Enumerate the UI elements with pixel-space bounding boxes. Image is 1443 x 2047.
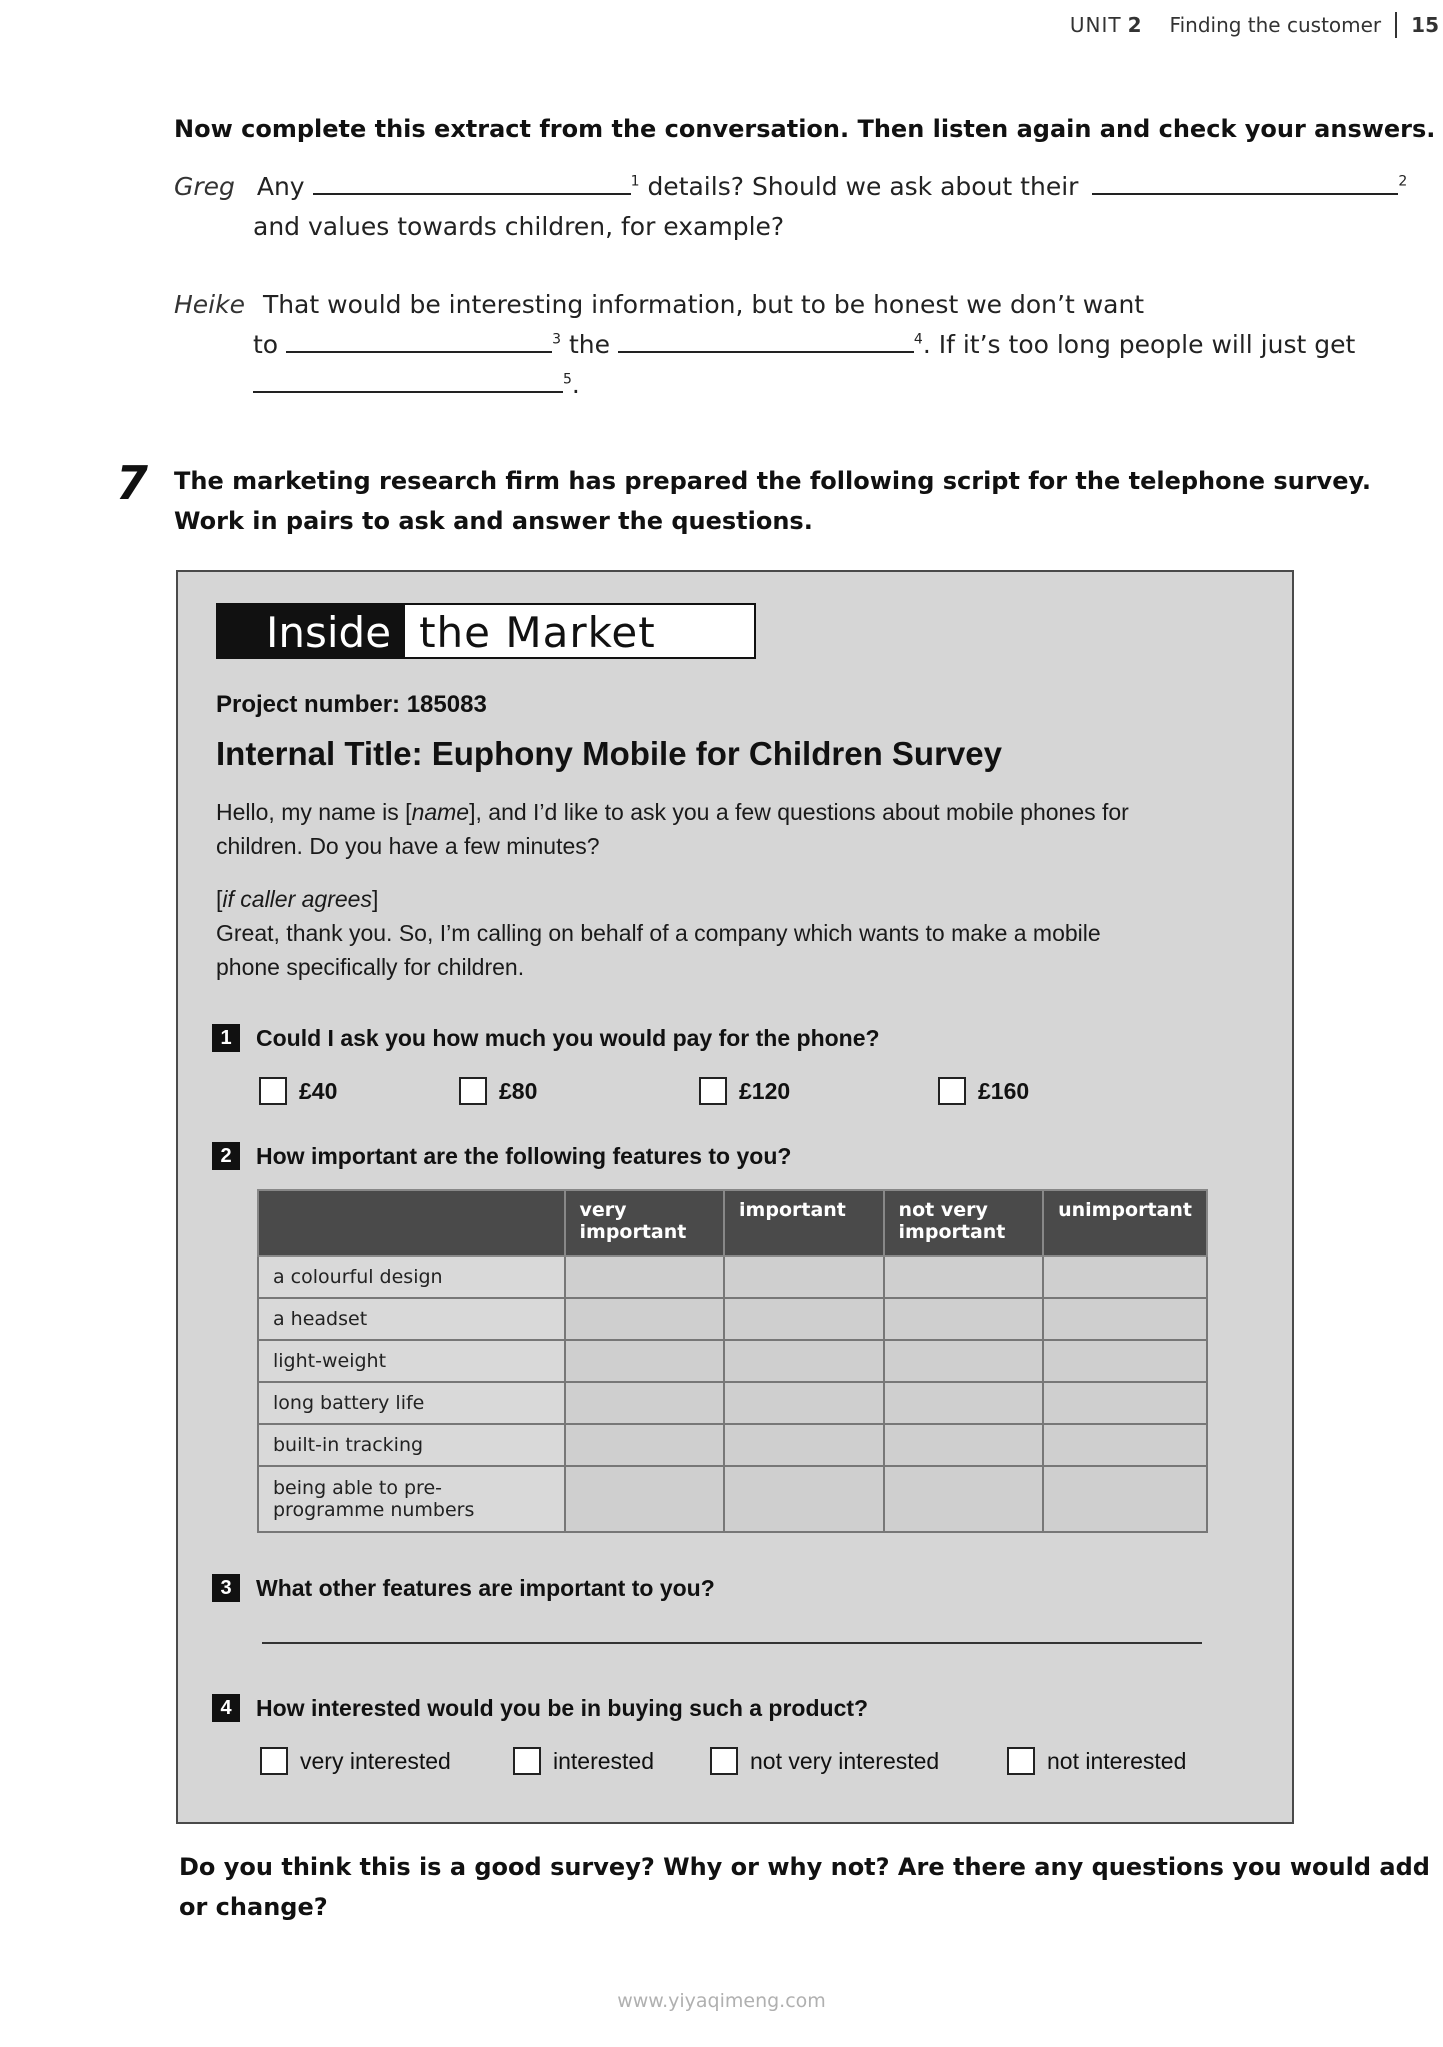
dialogue-heike-line2: to $^3$ the $^4$. If it’s too long people will just get <box>253 330 1356 359</box>
checkbox[interactable] <box>459 1077 487 1105</box>
rating-cell[interactable] <box>724 1424 884 1466</box>
question-2 <box>212 1142 791 1170</box>
speaker-heike: Heike <box>174 290 245 319</box>
rating-cell[interactable] <box>1043 1424 1207 1466</box>
running-header <box>1070 12 1439 38</box>
rating-cell[interactable] <box>884 1256 1044 1298</box>
question-text: What other features are important to you? <box>256 1574 715 1601</box>
rating-cell[interactable] <box>565 1256 725 1298</box>
rating-cell[interactable] <box>884 1382 1044 1424</box>
followup-question: Do you think this is a good survey? Why or why not? Are there any questions you would add or change? <box>179 1853 1430 1921</box>
rating-cell[interactable] <box>565 1340 725 1382</box>
price-option-120[interactable]: £120 <box>699 1077 790 1105</box>
interest-option-not-interested[interactable]: not interested <box>1007 1747 1186 1775</box>
exercise7-instruction-line2: Work in pairs to ask and answer the questions. <box>174 507 813 535</box>
rating-cell[interactable] <box>1043 1466 1207 1532</box>
exercise7-instruction-line1: The marketing research firm has prepared the following script for the telephone survey. <box>174 467 1372 495</box>
rating-cell[interactable] <box>1043 1256 1207 1298</box>
dialogue-heike-line3: $^5$. <box>253 370 580 399</box>
question-text: Could I ask you how much you would pay for the phone? <box>256 1024 880 1051</box>
question-4 <box>212 1694 868 1722</box>
rating-cell[interactable] <box>884 1466 1044 1532</box>
rating-cell[interactable] <box>565 1382 725 1424</box>
answer-blank-2[interactable] <box>1092 192 1398 195</box>
checkbox[interactable] <box>938 1077 966 1105</box>
column-header: unimportant <box>1043 1190 1207 1256</box>
exercise-number: 7 <box>116 456 149 510</box>
feature-label: built-in tracking <box>258 1424 565 1466</box>
question-number: 4 <box>212 1694 240 1722</box>
unit-number: 2 <box>1127 13 1142 37</box>
question-1 <box>212 1024 880 1052</box>
feature-label: long battery life <box>258 1382 565 1424</box>
rating-cell[interactable] <box>1043 1298 1207 1340</box>
checkbox[interactable] <box>259 1077 287 1105</box>
interest-option-interested[interactable]: interested <box>513 1747 654 1775</box>
checkbox[interactable] <box>710 1747 738 1775</box>
logo-dark-part: Inside <box>218 605 405 657</box>
rating-cell[interactable] <box>884 1424 1044 1466</box>
interest-option-very-interested[interactable]: very interested <box>260 1747 451 1775</box>
caller-agrees-paragraph: [if caller agrees] Great, thank you. So, I’m calling on behalf of a company which wants to make a mobile phone specifically for children. <box>216 882 1156 984</box>
question-text: How interested would you be in buying such a product? <box>256 1694 869 1721</box>
checkbox[interactable] <box>1007 1747 1035 1775</box>
checkbox[interactable] <box>260 1747 288 1775</box>
stage-direction: [if caller agrees] <box>216 886 379 912</box>
table-corner-header <box>258 1190 565 1256</box>
intro-paragraph: Hello, my name is [name], and I’d like to ask you a few questions about mobile phones for children. Do you have a few minutes? <box>216 799 1129 859</box>
table-row <box>258 1298 1207 1340</box>
watermark: www.yiyaqimeng.com <box>617 1990 826 2012</box>
feature-label: light-weight <box>258 1340 565 1382</box>
question-3 <box>212 1574 715 1602</box>
rating-cell[interactable] <box>565 1298 725 1340</box>
price-option-160[interactable]: £160 <box>938 1077 1029 1105</box>
rating-cell[interactable] <box>724 1382 884 1424</box>
answer-blank-3[interactable] <box>286 350 552 353</box>
internal-title: Internal Title: Euphony Mobile for Children Survey <box>216 735 1002 772</box>
rating-cell[interactable] <box>1043 1340 1207 1382</box>
rating-cell[interactable] <box>884 1298 1044 1340</box>
chapter-title: Finding the customer <box>1169 13 1382 37</box>
rating-cell[interactable] <box>1043 1382 1207 1424</box>
rating-cell[interactable] <box>724 1466 884 1532</box>
feature-label: being able to pre-programme numbers <box>258 1466 565 1532</box>
question-number: 1 <box>212 1024 240 1052</box>
logo-light-part: the Market <box>405 605 668 657</box>
header-divider <box>1395 12 1397 38</box>
features-rating-table <box>257 1189 1208 1533</box>
question-number: 2 <box>212 1142 240 1170</box>
table-row <box>258 1382 1207 1424</box>
exercise-instruction: Now complete this extract from the conversation. Then listen again and check your answers. <box>174 115 1436 143</box>
table-row <box>258 1256 1207 1298</box>
price-option-80[interactable]: £80 <box>459 1077 537 1105</box>
answer-line[interactable] <box>262 1642 1202 1644</box>
question-number: 3 <box>212 1574 240 1602</box>
dialogue-greg-line2: and values towards children, for example? <box>253 212 785 241</box>
dialogue-heike-line1: Heike That would be interesting information, but to be honest we don’t want <box>174 290 1145 319</box>
unit-label: UNIT <box>1069 13 1122 37</box>
answer-blank-5[interactable] <box>253 390 563 393</box>
column-header: very important <box>565 1190 725 1256</box>
rating-cell[interactable] <box>724 1340 884 1382</box>
rating-cell[interactable] <box>724 1298 884 1340</box>
column-header: important <box>724 1190 884 1256</box>
dialogue-greg-line1: Greg Any $^1$ details? Should we ask about their $^2$ <box>174 172 1408 201</box>
rating-cell[interactable] <box>884 1340 1044 1382</box>
price-option-40[interactable]: £40 <box>259 1077 337 1105</box>
checkbox[interactable] <box>513 1747 541 1775</box>
answer-blank-4[interactable] <box>618 350 914 353</box>
speaker-greg: Greg <box>174 172 235 201</box>
table-row <box>258 1340 1207 1382</box>
project-number: Project number: 185083 <box>216 691 487 718</box>
table-row <box>258 1424 1207 1466</box>
answer-blank-1[interactable] <box>313 192 631 195</box>
feature-label: a headset <box>258 1298 565 1340</box>
rating-cell[interactable] <box>565 1424 725 1466</box>
rating-cell[interactable] <box>565 1466 725 1532</box>
page-number: 15 <box>1411 13 1439 37</box>
inside-the-market-logo <box>216 603 756 659</box>
rating-cell[interactable] <box>724 1256 884 1298</box>
feature-label: a colourful design <box>258 1256 565 1298</box>
table-row <box>258 1466 1207 1532</box>
interest-option-not-very-interested[interactable]: not very interested <box>710 1747 939 1775</box>
column-header: not very important <box>884 1190 1044 1256</box>
checkbox[interactable] <box>699 1077 727 1105</box>
question-text: How important are the following features to you? <box>256 1142 792 1169</box>
